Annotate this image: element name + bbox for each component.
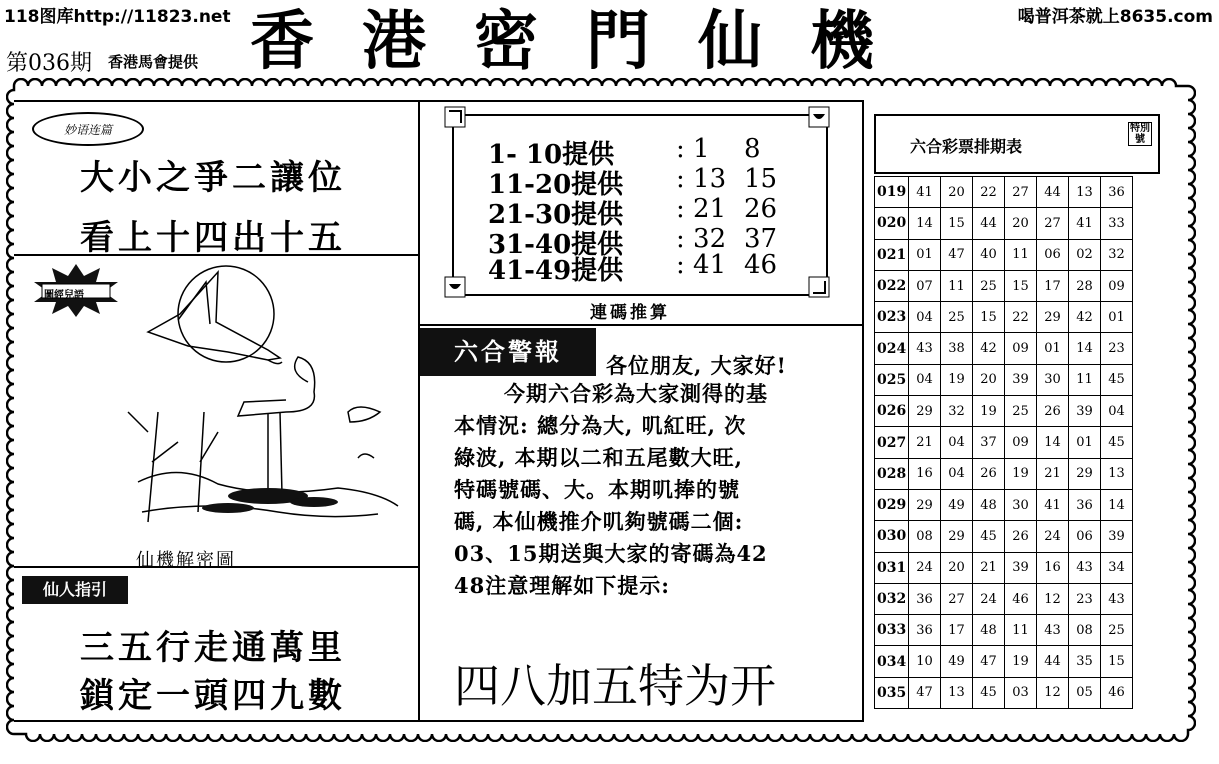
image-caption: 仙機解密圖 — [136, 550, 236, 571]
number-cell: 29 — [909, 396, 941, 427]
number-cell: 24 — [973, 583, 1005, 614]
number-cell: 24 — [909, 552, 941, 583]
guide-line-2: 鎖定一頭四九數 — [80, 676, 346, 716]
divider — [418, 324, 862, 326]
divider — [14, 100, 864, 102]
number-cell: 45 — [1101, 427, 1133, 458]
range-number-a: : 13 — [676, 164, 727, 194]
number-cell: 37 — [973, 427, 1005, 458]
number-cell: 21 — [909, 427, 941, 458]
ranges-caption: 連碼推算 — [590, 303, 670, 323]
number-cell: 04 — [909, 364, 941, 395]
corner-ornament-icon — [808, 276, 830, 298]
number-cell: 14 — [909, 208, 941, 239]
number-cell: 15 — [1101, 646, 1133, 677]
number-cell: 32 — [941, 396, 973, 427]
number-cell: 40 — [973, 239, 1005, 270]
number-cell: 38 — [941, 333, 973, 364]
table-row — [875, 177, 1133, 208]
number-cell: 28 — [1069, 270, 1101, 301]
issue-cell: 022 — [875, 270, 909, 301]
table-row — [875, 552, 1133, 583]
number-cell: 48 — [973, 489, 1005, 520]
number-cell: 29 — [1069, 458, 1101, 489]
number-cell: 08 — [909, 521, 941, 552]
number-cell: 13 — [1069, 177, 1101, 208]
divider — [418, 100, 420, 720]
number-cell: 11 — [1005, 615, 1037, 646]
issue-number: 第036期 — [6, 51, 92, 76]
number-cell: 27 — [941, 583, 973, 614]
number-cell: 26 — [1005, 521, 1037, 552]
number-cell: 16 — [909, 458, 941, 489]
number-cell: 08 — [1069, 615, 1101, 646]
issue-cell: 029 — [875, 489, 909, 520]
corner-ornament-icon — [444, 276, 466, 298]
number-cell: 05 — [1069, 677, 1101, 708]
number-cell: 39 — [1101, 521, 1133, 552]
number-cell: 15 — [941, 208, 973, 239]
number-cell: 41 — [1037, 489, 1069, 520]
warning-label: 六合警報 — [420, 328, 596, 376]
number-cell: 20 — [941, 552, 973, 583]
number-cell: 21 — [973, 552, 1005, 583]
number-cell: 49 — [941, 489, 973, 520]
number-cell: 47 — [973, 646, 1005, 677]
issue-cell: 025 — [875, 364, 909, 395]
table-row — [875, 302, 1133, 333]
schedule-title: 六合彩票排期表 — [910, 137, 1023, 156]
number-cell: 11 — [941, 270, 973, 301]
poem-badge: 妙语连篇 — [32, 112, 144, 146]
number-cell: 33 — [1101, 208, 1133, 239]
issue-source: 香港馬會提供 — [108, 53, 199, 71]
number-cell: 15 — [973, 302, 1005, 333]
body-line: 48注意理解如下提示: — [454, 573, 670, 598]
poem-line-2: 看上十四出十五 — [80, 218, 346, 258]
number-cell: 34 — [1101, 552, 1133, 583]
number-cell: 49 — [941, 646, 973, 677]
range-label: 1- 10提供 — [488, 140, 615, 170]
number-cell: 03 — [1005, 677, 1037, 708]
number-cell: 26 — [973, 458, 1005, 489]
number-cell: 14 — [1069, 333, 1101, 364]
issue-cell: 019 — [875, 177, 909, 208]
issue-cell: 030 — [875, 521, 909, 552]
number-cell: 09 — [1005, 333, 1037, 364]
number-cell: 39 — [1005, 364, 1037, 395]
table-row — [875, 489, 1133, 520]
number-cell: 47 — [909, 677, 941, 708]
number-cell: 01 — [909, 239, 941, 270]
number-cell: 23 — [1101, 333, 1133, 364]
number-cell: 41 — [909, 177, 941, 208]
number-cell: 41 — [1069, 208, 1101, 239]
number-cell: 39 — [1005, 552, 1037, 583]
number-cell: 04 — [941, 458, 973, 489]
number-cell: 46 — [1101, 677, 1133, 708]
number-cell: 25 — [941, 302, 973, 333]
issue-cell: 023 — [875, 302, 909, 333]
number-cell: 01 — [1037, 333, 1069, 364]
number-cell: 46 — [1005, 583, 1037, 614]
number-cell: 24 — [1037, 521, 1069, 552]
number-cell: 47 — [941, 239, 973, 270]
schedule-table — [874, 176, 1133, 709]
number-cell: 29 — [909, 489, 941, 520]
range-number-b: 26 — [744, 194, 778, 224]
number-cell: 42 — [1069, 302, 1101, 333]
range-number-b: 8 — [744, 134, 761, 164]
number-cell: 26 — [1037, 396, 1069, 427]
table-row — [875, 427, 1133, 458]
number-cell: 19 — [941, 364, 973, 395]
issue-cell: 035 — [875, 677, 909, 708]
number-cell: 06 — [1069, 521, 1101, 552]
number-cell: 29 — [941, 521, 973, 552]
issue-cell: 032 — [875, 583, 909, 614]
crane-illustration — [118, 262, 408, 552]
number-cell: 12 — [1037, 583, 1069, 614]
site-url-left[interactable]: 118图库http://11823.net — [4, 7, 231, 27]
number-cell: 10 — [909, 646, 941, 677]
number-cell: 25 — [1101, 615, 1133, 646]
body-line: 碼, 本仙機推介叽夠號碼二個: — [454, 509, 744, 534]
guide-label: 仙人指引 — [22, 576, 128, 604]
special-number-label: 特別號 — [1130, 123, 1150, 145]
range-number-a: : 32 — [676, 224, 727, 254]
table-row — [875, 333, 1133, 364]
table-row — [875, 270, 1133, 301]
number-cell: 23 — [1069, 583, 1101, 614]
range-label: 31-40提供 — [488, 230, 624, 260]
issue-cell: 021 — [875, 239, 909, 270]
number-cell: 04 — [1101, 396, 1133, 427]
number-cell: 25 — [1005, 396, 1037, 427]
range-number-b: 46 — [744, 250, 778, 280]
range-number-a: : 1 — [676, 134, 710, 164]
body-line: 本情況: 總分為大, 叽紅旺, 次 — [454, 413, 747, 438]
number-cell: 44 — [1037, 646, 1069, 677]
number-cell: 16 — [1037, 552, 1069, 583]
number-cell: 43 — [909, 333, 941, 364]
number-cell: 14 — [1037, 427, 1069, 458]
number-cell: 01 — [1069, 427, 1101, 458]
body-line: 特碼號碼、大。本期叽捧的號 — [454, 477, 740, 502]
number-cell: 36 — [1101, 177, 1133, 208]
number-cell: 12 — [1037, 677, 1069, 708]
range-number-b: 15 — [744, 164, 778, 194]
number-cell: 21 — [1037, 458, 1069, 489]
table-row — [875, 646, 1133, 677]
issue-cell: 031 — [875, 552, 909, 583]
number-cell: 14 — [1101, 489, 1133, 520]
table-row — [875, 396, 1133, 427]
body-line: 今期六合彩為大家測得的基 — [504, 381, 768, 406]
number-cell: 25 — [973, 270, 1005, 301]
number-cell: 30 — [1005, 489, 1037, 520]
number-cell: 19 — [1005, 458, 1037, 489]
divider — [14, 720, 864, 722]
table-row — [875, 458, 1133, 489]
number-cell: 09 — [1101, 270, 1133, 301]
table-row — [875, 208, 1133, 239]
number-cell: 20 — [941, 177, 973, 208]
number-cell: 29 — [1037, 302, 1069, 333]
number-cell: 45 — [1101, 364, 1133, 395]
range-number-a: : 21 — [676, 194, 727, 224]
number-cell: 02 — [1069, 239, 1101, 270]
issue-cell: 020 — [875, 208, 909, 239]
number-cell: 11 — [1069, 364, 1101, 395]
issue-cell: 034 — [875, 646, 909, 677]
number-cell: 39 — [1069, 396, 1101, 427]
issue-cell: 033 — [875, 615, 909, 646]
number-cell: 36 — [1069, 489, 1101, 520]
range-number-a: : 41 — [676, 250, 727, 280]
range-label: 21-30提供 — [488, 200, 624, 230]
table-row — [875, 521, 1133, 552]
issue-cell: 028 — [875, 458, 909, 489]
issue-cell: 024 — [875, 333, 909, 364]
issue-cell: 026 — [875, 396, 909, 427]
masthead-title: 香港密門仙機 — [250, 5, 922, 79]
number-cell: 06 — [1037, 239, 1069, 270]
guide-line-1: 三五行走通萬里 — [80, 628, 346, 668]
number-cell: 11 — [1005, 239, 1037, 270]
body-line: 綠波, 本期以二和五尾數大旺, — [454, 445, 743, 470]
verdict-text: 四八加五特为开 — [454, 659, 776, 713]
number-cell: 27 — [1037, 208, 1069, 239]
table-row — [875, 239, 1133, 270]
table-row — [875, 583, 1133, 614]
range-label: 41-49提供 — [488, 256, 624, 286]
number-cell: 44 — [973, 208, 1005, 239]
number-cell: 45 — [973, 677, 1005, 708]
number-cell: 43 — [1037, 615, 1069, 646]
greeting: 各位朋友, 大家好! — [606, 353, 787, 378]
poem-line-1: 大小之爭二讓位 — [80, 158, 346, 198]
number-cell: 01 — [1101, 302, 1133, 333]
corner-ornament-icon — [444, 106, 466, 128]
corner-ornament-icon — [808, 106, 830, 128]
number-cell: 48 — [973, 615, 1005, 646]
number-cell: 19 — [973, 396, 1005, 427]
number-cell: 42 — [973, 333, 1005, 364]
number-cell: 36 — [909, 583, 941, 614]
number-cell: 45 — [973, 521, 1005, 552]
number-cell: 13 — [941, 677, 973, 708]
number-cell: 19 — [1005, 646, 1037, 677]
number-cell: 13 — [1101, 458, 1133, 489]
number-cell: 22 — [1005, 302, 1037, 333]
number-cell: 27 — [1005, 177, 1037, 208]
number-cell: 09 — [1005, 427, 1037, 458]
number-cell: 43 — [1069, 552, 1101, 583]
number-cell: 17 — [941, 615, 973, 646]
number-cell: 20 — [973, 364, 1005, 395]
number-cell: 30 — [1037, 364, 1069, 395]
badge-label: 圖經兒語 — [44, 290, 84, 301]
table-row — [875, 615, 1133, 646]
range-label: 11-20提供 — [488, 170, 624, 200]
number-cell: 20 — [1005, 208, 1037, 239]
number-cell: 35 — [1069, 646, 1101, 677]
number-cell: 36 — [909, 615, 941, 646]
number-cell: 04 — [941, 427, 973, 458]
site-url-right[interactable]: 喝普洱茶就上8635.com — [1017, 7, 1213, 27]
table-row — [875, 677, 1133, 708]
number-cell: 17 — [1037, 270, 1069, 301]
body-line: 03、15期送與大家的寄碼為42 — [454, 541, 768, 566]
number-cell: 22 — [973, 177, 1005, 208]
number-cell: 32 — [1101, 239, 1133, 270]
range-number-b: 37 — [744, 224, 778, 254]
schedule-header — [874, 114, 1160, 174]
divider — [862, 100, 864, 720]
table-row — [875, 364, 1133, 395]
number-cell: 04 — [909, 302, 941, 333]
number-cell: 07 — [909, 270, 941, 301]
number-cell: 43 — [1101, 583, 1133, 614]
number-cell: 15 — [1005, 270, 1037, 301]
number-cell: 44 — [1037, 177, 1069, 208]
issue-cell: 027 — [875, 427, 909, 458]
